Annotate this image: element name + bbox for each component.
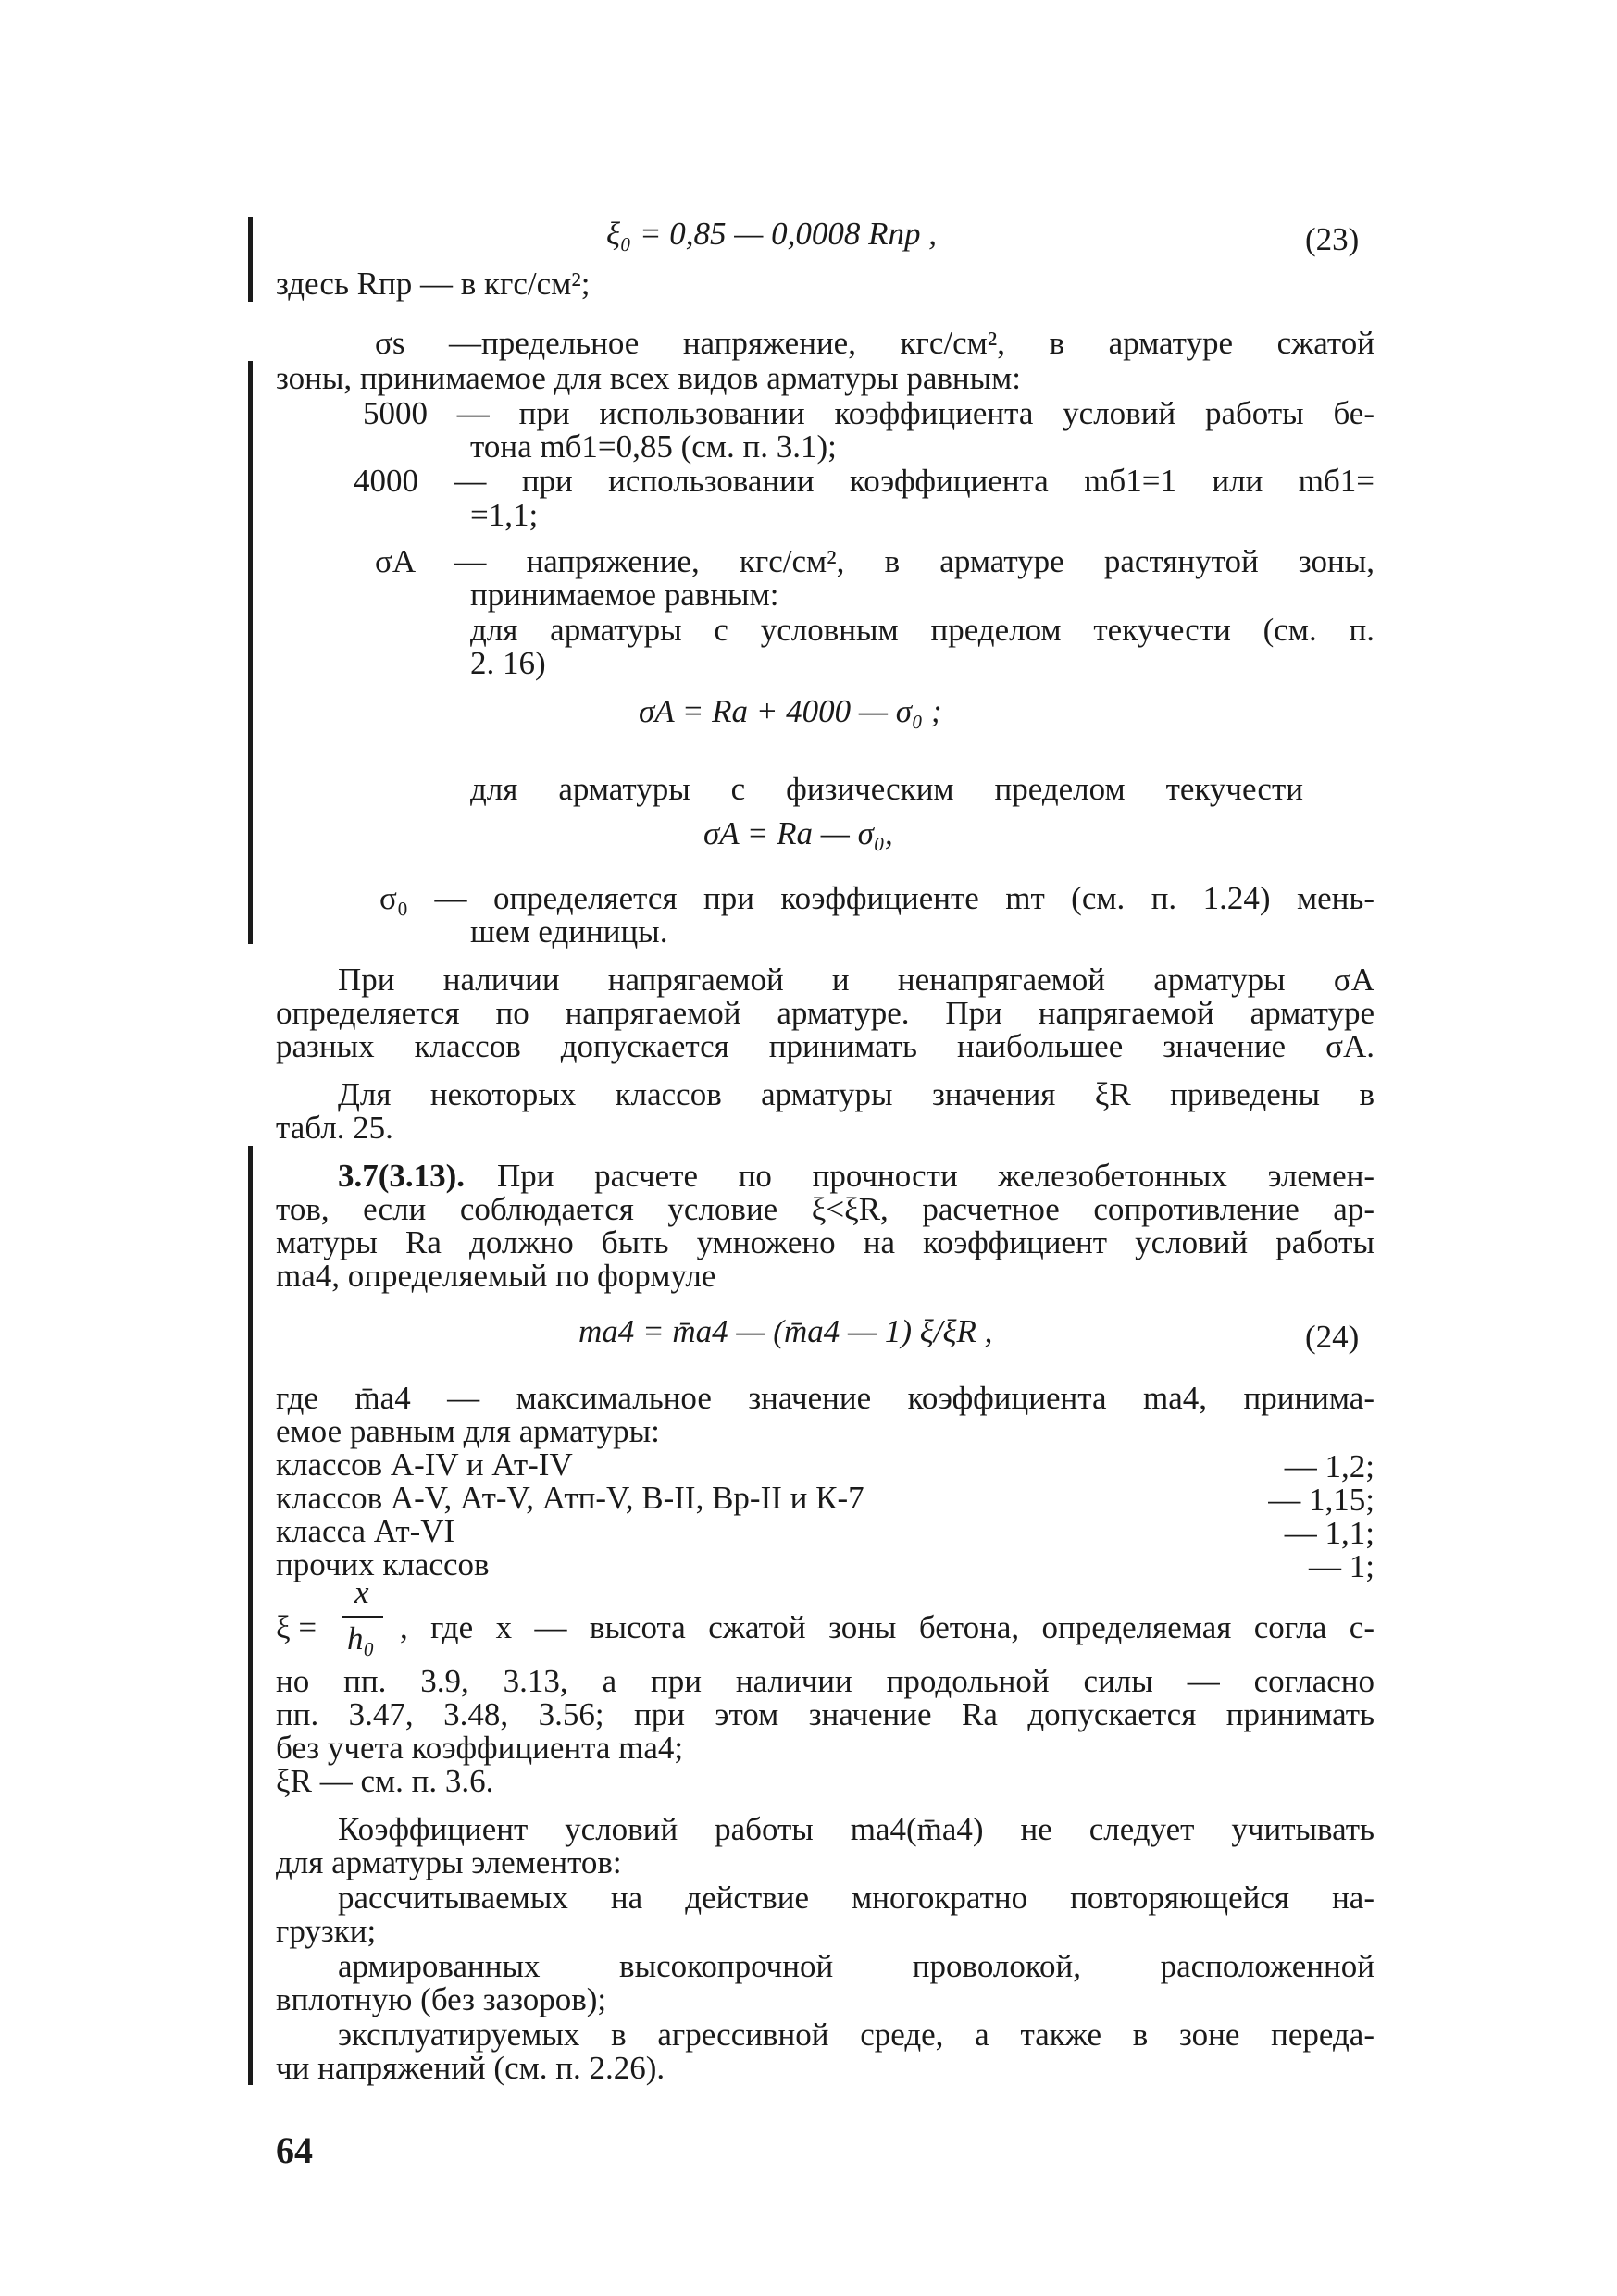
section-heading: 3.7(3.13).	[338, 1158, 466, 1194]
class-label: классов А-V, Ат-V, Атп-V, В-II, Вр-II и К-7	[276, 1480, 864, 1516]
text-line: При наличии напрягаемой и ненапрягаемой арматуры σA	[338, 962, 1374, 998]
list-item: грузки;	[276, 1913, 377, 1949]
page-number: 64	[276, 2129, 313, 2171]
text-line: Коэффициент условий работы mа4(m̄а4) не следует учитывать	[338, 1811, 1374, 1847]
text-line: определяется по напрягаемой арматуре. При напрягаемой арматуре	[276, 995, 1374, 1031]
text-line: емое равным для арматуры:	[276, 1413, 660, 1449]
text-line: σ₀ — определяется при коэффициенте mт (см. п. 1.24) мень-	[379, 880, 1374, 916]
text-line: зоны, принимаемое для всех видов арматуры равным:	[276, 360, 1022, 396]
text-line: , где x — высота сжатой зоны бетона, определяемая согла с-	[400, 1609, 1374, 1645]
list-item: вплотную (без зазоров);	[276, 1981, 607, 2017]
text-line: тов, если соблюдается условие ξ<ξR, расчетное сопротивление ар-	[276, 1191, 1374, 1227]
formula-sigma-a-2: σA = Rа — σ₀,	[703, 815, 893, 851]
fraction-numerator: x	[354, 1574, 369, 1610]
text-line: где m̄а4 — максимальное значение коэффициента mа4, принима-	[276, 1380, 1374, 1416]
list-item: рассчитываемых на действие многократно повторяющейся на-	[338, 1880, 1374, 1916]
text-line: mа4, определяемый по формуле	[276, 1258, 716, 1294]
text-line: тона mб1=0,85 (см. п. 3.1);	[470, 428, 837, 465]
text-line: шем единицы.	[470, 913, 668, 949]
text-line: матуры Rа должно быть умножено на коэффициент условий работы	[276, 1224, 1374, 1260]
class-label: классов А-IV и Ат-IV	[276, 1446, 573, 1483]
text-line: для арматуры элементов:	[276, 1844, 622, 1880]
fraction-bar	[342, 1616, 383, 1618]
text-line: =1,1;	[470, 497, 539, 533]
text-line: 5000 — при использовании коэффициента условий работы бе-	[363, 395, 1374, 431]
margin-change-bar	[248, 1146, 253, 2085]
class-label: класса Ат-VI	[276, 1513, 455, 1549]
formula-23: ξ₀ = 0,85 — 0,0008 Rпр ,	[606, 216, 938, 252]
list-item: чи напряжений (см. п. 2.26).	[276, 2050, 665, 2086]
text-line: 2. 16)	[470, 645, 546, 681]
text-line: для арматуры с условным пределом текучести (см. п.	[470, 612, 1374, 648]
text-line: табл. 25.	[276, 1110, 393, 1146]
class-value: — 1,2;	[1284, 1448, 1374, 1484]
text-line: пп. 3.47, 3.48, 3.56; при этом значение Rа допускается принимать	[276, 1696, 1374, 1732]
class-value: — 1;	[1309, 1548, 1374, 1584]
list-item: армированных высокопрочной проволокой, расположенной	[338, 1948, 1374, 1984]
text-line: 4000 — при использовании коэффициента mб1=1 или mб1=	[354, 463, 1374, 499]
text-line: разных классов допускается принимать наибольшее значение σA.	[276, 1028, 1374, 1064]
class-value: — 1,1;	[1284, 1515, 1374, 1551]
formula-sigma-a-1: σA = Rа + 4000 — σ₀ ;	[639, 693, 942, 729]
text-line: σA — напряжение, кгс/см², в арматуре растянутой зоны,	[375, 543, 1374, 579]
text-line: но пп. 3.9, 3.13, а при наличии продольной силы — согласно	[276, 1663, 1374, 1699]
text-line: здесь Rпр — в кгс/см²;	[276, 266, 591, 302]
formula-23-number: (23)	[1305, 221, 1360, 257]
list-item: эксплуатируемых в агрессивной среде, а также в зоне переда-	[338, 2017, 1374, 2053]
text-line: без учета коэффициента mа4;	[276, 1730, 684, 1766]
xi-lhs: ξ =	[276, 1609, 317, 1645]
margin-change-bar	[248, 217, 253, 302]
text-line: для арматуры с физическим пределом текучести	[470, 771, 1303, 807]
text-line: ξR — см. п. 3.6.	[276, 1763, 494, 1799]
formula-24: mа4 = m̄а4 — (m̄а4 — 1) ξ/ξR ,	[578, 1313, 993, 1349]
formula-24-number: (24)	[1305, 1319, 1360, 1355]
class-value: — 1,15;	[1268, 1482, 1374, 1518]
margin-change-bar	[248, 361, 253, 944]
text-line: При расчете по прочности железобетонных элемен-	[497, 1158, 1374, 1194]
text-line: σs —предельное напряжение, кгс/см², в арматуре сжатой	[375, 325, 1374, 361]
text-line: Для некоторых классов арматуры значения ξR приведены в	[338, 1076, 1374, 1112]
class-label: прочих классов	[276, 1546, 490, 1582]
fraction-denominator: h₀	[347, 1620, 375, 1657]
text-line: принимаемое равным:	[470, 577, 779, 613]
